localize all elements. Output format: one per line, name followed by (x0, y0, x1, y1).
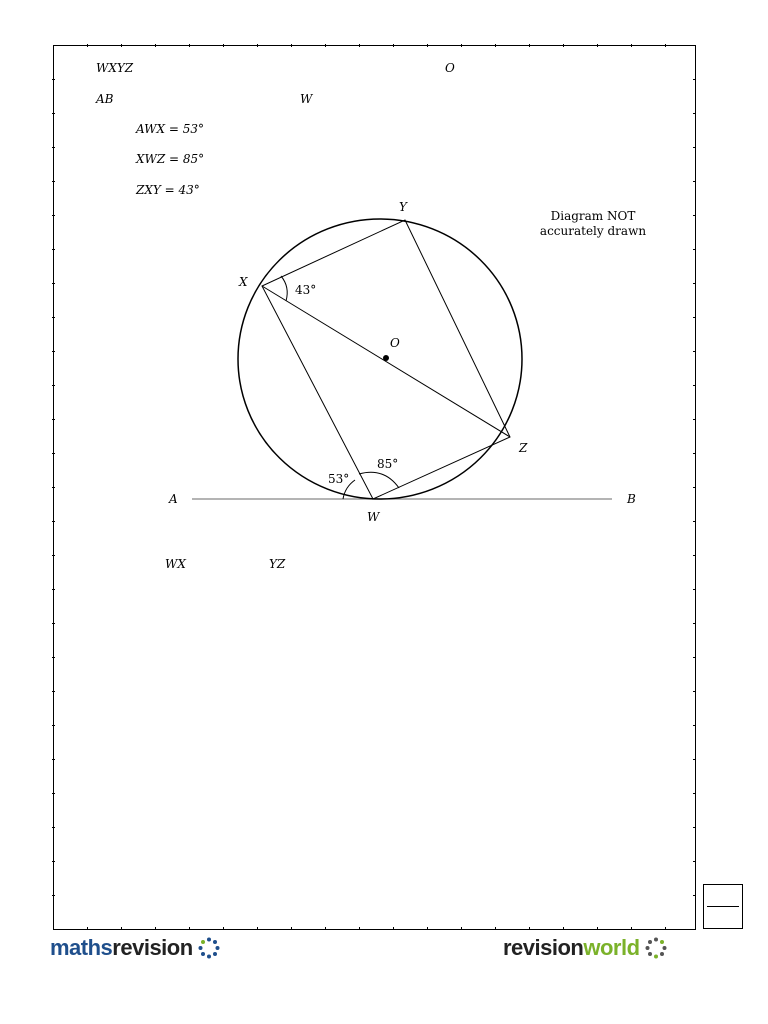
prompt-yz: YZ (269, 557, 286, 571)
diagram-note-line-2: accurately drawn (539, 224, 647, 238)
shape-name: WXYZ (96, 61, 134, 75)
revisionworld-logo (503, 936, 667, 960)
diagonal-xz (262, 286, 510, 437)
centre-point (383, 355, 389, 361)
logo-revision-2: revision (503, 935, 584, 960)
tangent-line-name: AB (96, 92, 114, 106)
label-w: W (367, 510, 380, 524)
mathsrevision-logo (50, 936, 220, 960)
angle-label-zxy: 43° (295, 283, 317, 297)
angle-arc-zxy (281, 276, 287, 301)
label-o: O (390, 336, 400, 350)
angle-label-xwz: 85° (377, 457, 399, 471)
logo-revision: revision (112, 935, 193, 960)
dots-icon (645, 937, 667, 959)
label-a: A (169, 492, 178, 506)
mark-box (703, 884, 743, 929)
tangent-point-name: W (300, 92, 313, 106)
fact-xwz: XWZ = 85° (136, 152, 205, 166)
angle-arc-xwz (359, 472, 399, 488)
label-x: X (239, 275, 248, 289)
fact-awx: AWX = 53° (136, 122, 205, 136)
dots-icon (198, 937, 220, 959)
mark-box-divider (707, 906, 739, 907)
fact-zxy: ZXY = 43° (136, 183, 200, 197)
centre-name: O (445, 61, 455, 75)
angle-label-awx: 53° (328, 472, 350, 486)
logo-world: world (583, 935, 640, 960)
diagram-note-line-1: Diagram NOT (550, 209, 636, 223)
prompt-wx: WX (165, 557, 186, 571)
logo-maths: maths (50, 935, 113, 960)
label-y: Y (399, 200, 407, 214)
label-z: Z (519, 441, 528, 455)
label-b: B (627, 492, 636, 506)
